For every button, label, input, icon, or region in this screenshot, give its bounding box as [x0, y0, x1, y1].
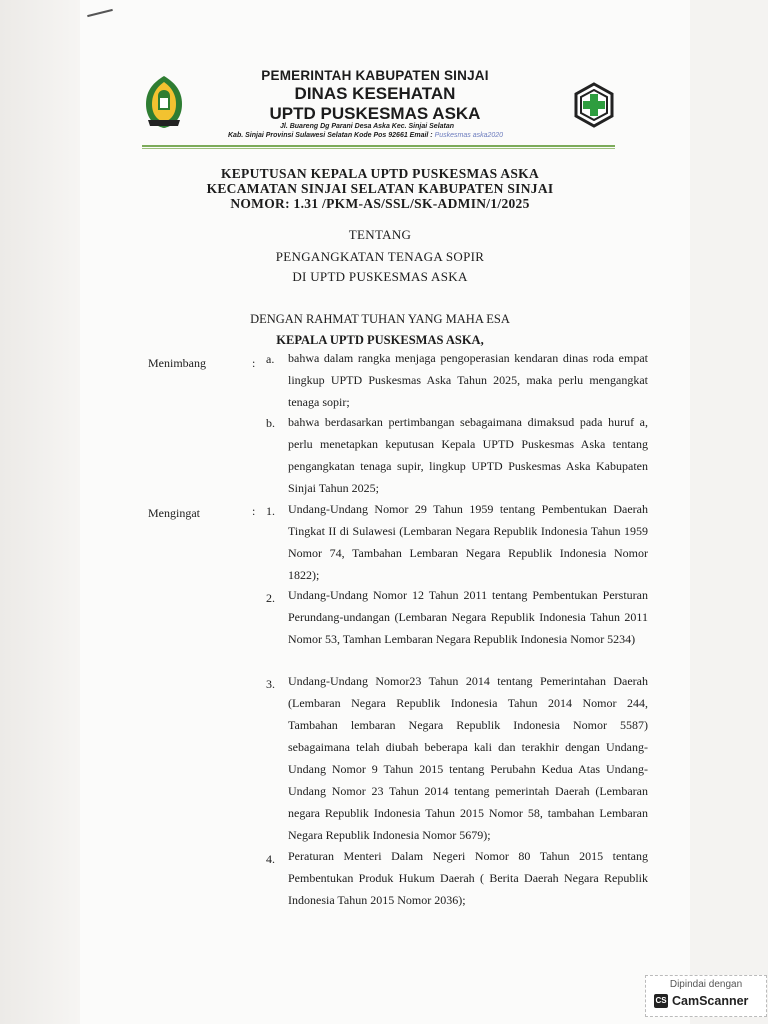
email-link[interactable]: Puskesmas aska2020: [434, 132, 504, 139]
decree-title-2: KECAMATAN SINJAI SELATAN KABUPATEN SINJAI: [206, 181, 554, 196]
letterhead-address-1: Jl. Buareng Dg Parani Desa Aska Kec. Sinjai Selatan: [280, 123, 455, 130]
menimbang-colon: :: [252, 356, 256, 370]
letterhead-institution: UPTD PUSKESMAS ASKA: [269, 104, 481, 123]
letterhead-rule-thin: [142, 148, 615, 149]
letterhead-rule: [142, 145, 615, 147]
address-line: Kab. Sinjai Provinsi Sulawesi Selatan Kode Pos 92661 Email :: [228, 132, 433, 139]
letterhead-department: DINAS KESEHATAN: [294, 84, 456, 103]
decree-number: NOMOR: 1.31 /PKM-AS/SSL/SK-ADMIN/1/2025: [230, 196, 530, 211]
letterhead-address-2: [228, 132, 503, 139]
menimbang-mark-a: a.: [266, 352, 275, 366]
mengingat-mark-1: 1.: [266, 504, 275, 518]
scanner-caption: Dipindai dengan: [669, 979, 743, 990]
scanner-brand: [654, 994, 748, 1008]
letterhead: [200, 68, 550, 124]
page-margin-shadow: [0, 0, 80, 1024]
sinjai-regency-emblem-icon: [142, 74, 186, 130]
menimbang-item-a: bahwa dalam rangka menjaga pengoperasian kendaran dinas roda empat lingkup UPTD Puskesmas Aska Tahun 2025, maka perlu mengangkat tenaga sopir;: [288, 351, 648, 409]
mengingat-colon: :: [252, 504, 256, 518]
opening-authority: KEPALA UPTD PUSKESMAS ASKA,: [276, 333, 484, 347]
camscanner-icon: CS: [654, 994, 668, 1008]
subject-line-2: DI UPTD PUSKESMAS ASKA: [292, 269, 468, 284]
menimbang-item-b: bahwa berdasarkan pertimbangan sebagaimana dimaksud pada huruf a, perlu menetapkan keputusan Kepala UPTD Puskesmas Aska tentang pengangkatan tenaga supir, lingkup UPTD Puskesmas Aska Kabupaten Sinjai Tahun 2025;: [288, 415, 648, 495]
subject-line-1: PENGANGKATAN TENAGA SOPIR: [275, 249, 485, 264]
health-cross-logo-icon: [572, 82, 616, 128]
camscanner-watermark: [645, 975, 767, 1017]
subject-heading: TENTANG: [348, 227, 412, 242]
scanner-brand-name: CamScanner: [672, 994, 749, 1008]
mengingat-mark-3: 3.: [266, 677, 275, 691]
menimbang-mark-b: b.: [266, 416, 275, 430]
mengingat-item-4: Peraturan Menteri Dalam Negeri Nomor 80 Tahun 2015 tentang Pembentukan Produk Hukum Daerah ( Berita Daerah Negara Republik Indonesia Tahun 2015 Nomor 2036);: [288, 849, 648, 907]
mengingat-item-1: Undang-Undang Nomor 29 Tahun 1959 tentang Pembentukan Daerah Tingkat II di Sulawesi (Lembaran Negara Republik Indonesia Tahun 1959 Nomor 74, Tambahan Lembaran Negara Republik Indonesia Nomor 1822);: [288, 502, 648, 582]
mengingat-item-3: Undang-Undang Nomor23 Tahun 2014 tentang Pemerintahan Daerah (Lembaran Negara Republik Indonesia Tahun 2014 Nomor 244, Tambahan lembaran Negara Republik Indonesia Nomor 5587) sebagaimana telah diubah beberapa kali dan terakhir dengan Undang-Undang Nomor 9 Tahun 2015 tentang Perubahn Kedua Atas Undang-Undang Nomor 23 Tahun 2014 tentang pemerintah Daerah (Lembaran negara Republik Indonesia Tahun 2015 Nomor 58, tambahan Lembaran Negara Republik Indonesia Nomor 5679);: [288, 674, 648, 842]
opening-invocation: DENGAN RAHMAT TUHAN YANG MAHA ESA: [250, 312, 510, 326]
mengingat-label: Mengingat: [148, 506, 200, 520]
menimbang-label: Menimbang: [148, 356, 206, 370]
letterhead-government: PEMERINTAH KABUPATEN SINJAI: [261, 68, 489, 83]
mengingat-item-2: Undang-Undang Nomor 12 Tahun 2011 tentang Pembentukan Persturan Perundang-undangan (Lembaran Negara Republik Indonesia Tahun 2011 Nomor 53, Tamhan Lembaran Negara Republik Indonesia Nomor 5234): [288, 588, 648, 646]
mengingat-mark-4: 4.: [266, 852, 275, 866]
mengingat-mark-2: 2.: [266, 591, 275, 605]
decree-title-1: KEPUTUSAN KEPALA UPTD PUSKESMAS ASKA: [220, 166, 540, 181]
